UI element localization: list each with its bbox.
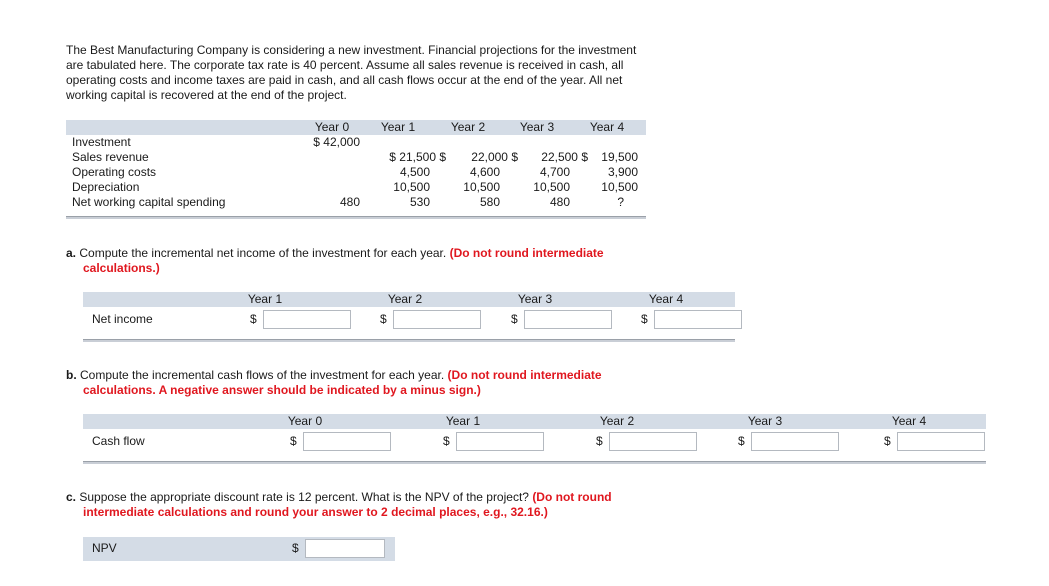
question-text: Compute the incremental cash flows of the investment for each year. — [80, 368, 445, 382]
question-text: Suppose the appropriate discount rate is 12 percent. What is the NPV of the project? — [79, 490, 529, 504]
table-bottom-rule — [66, 216, 646, 219]
proj-cell: 10,500 — [533, 180, 570, 194]
net-income-year2-input[interactable] — [393, 310, 481, 329]
ni-header-year4: Year 4 — [648, 292, 684, 306]
question-c — [66, 490, 706, 520]
cash-flow-year0-input[interactable] — [303, 432, 391, 451]
proj-row-label: Investment — [72, 135, 131, 149]
net-income-label: Net income — [92, 312, 153, 326]
proj-header-year1: Year 1 — [380, 120, 416, 134]
proj-row-label: Net working capital spending — [72, 195, 226, 209]
net-income-year3-input[interactable] — [524, 310, 612, 329]
cash-flow-year2-input[interactable] — [609, 432, 697, 451]
intro-line-1: The Best Manufacturing Company is considering a new investment. Financial projections for the investment — [66, 43, 637, 57]
proj-cell: 580 — [479, 195, 500, 209]
proj-cell: 4,700 — [539, 165, 570, 179]
question-letter: c. — [66, 490, 77, 504]
cf-header-year1: Year 1 — [445, 414, 481, 428]
table-bottom-rule — [83, 339, 735, 342]
dollar-sign: $ — [596, 434, 603, 448]
cf-header-year4: Year 4 — [891, 414, 927, 428]
question-text: Compute the incremental net income of the investment for each year. — [79, 246, 447, 260]
dollar-sign: $ — [511, 312, 518, 326]
cash-flow-year1-input[interactable] — [456, 432, 544, 451]
dollar-sign: $ — [250, 312, 257, 326]
proj-cell: 4,500 — [399, 165, 430, 179]
question-note: (Do not round intermediate — [447, 368, 602, 382]
proj-cell: 22,500 $ — [541, 150, 588, 164]
ni-header-year3: Year 3 — [517, 292, 553, 306]
cash-flow-year3-input[interactable] — [751, 432, 839, 451]
proj-header-year0: Year 0 — [314, 120, 350, 134]
cash-flow-header-band — [83, 414, 986, 429]
proj-cell: 480 — [549, 195, 570, 209]
cash-flow-table — [83, 414, 986, 468]
proj-header-year3: Year 3 — [519, 120, 555, 134]
table-bottom-rule — [83, 461, 986, 464]
proj-row-label: Sales revenue — [72, 150, 149, 164]
proj-header-year4: Year 4 — [589, 120, 625, 134]
proj-header-year2: Year 2 — [450, 120, 486, 134]
proj-row-label: Depreciation — [72, 180, 140, 194]
proj-cell: $ 42,000 — [313, 135, 360, 149]
question-b — [66, 368, 706, 398]
intro-line-3: operating costs and income taxes are paid in cash, and all cash flows occur at the end of the year. All net — [66, 73, 623, 87]
problem-intro — [66, 43, 691, 103]
cash-flow-label: Cash flow — [92, 434, 145, 448]
cash-flow-year4-input[interactable] — [897, 432, 985, 451]
question-note-cont: calculations. A negative answer should be indicated by a minus sign.) — [83, 383, 481, 397]
proj-cell: 22,000 $ — [471, 150, 518, 164]
intro-line-2: are tabulated here. The corporate tax rate is 40 percent. Assume all sales revenue is received in cash, all — [66, 58, 624, 72]
proj-cell: 10,500 — [463, 180, 500, 194]
proj-cell: 4,600 — [469, 165, 500, 179]
proj-cell: $ 21,500 $ — [389, 150, 446, 164]
question-note: (Do not round intermediate — [449, 246, 604, 260]
dollar-sign: $ — [380, 312, 387, 326]
projections-table — [66, 120, 646, 224]
proj-cell: 530 — [409, 195, 430, 209]
cf-header-year3: Year 3 — [747, 414, 783, 428]
cf-header-year0: Year 0 — [287, 414, 323, 428]
net-income-year4-input[interactable] — [654, 310, 742, 329]
proj-cell: 480 — [339, 195, 360, 209]
ni-header-year2: Year 2 — [387, 292, 423, 306]
cf-header-year2: Year 2 — [599, 414, 635, 428]
dollar-sign: $ — [641, 312, 648, 326]
question-note-cont: calculations.) — [83, 261, 160, 275]
question-note: (Do not round — [532, 490, 612, 504]
question-note-cont: intermediate calculations and round your answer to 2 decimal places, e.g., 32.16.) — [83, 505, 548, 519]
net-income-year1-input[interactable] — [263, 310, 351, 329]
ni-header-year1: Year 1 — [247, 292, 283, 306]
question-letter: b. — [66, 368, 77, 382]
dollar-sign: $ — [884, 434, 891, 448]
proj-cell: 10,500 — [601, 180, 638, 194]
proj-cell: 19,500 — [601, 150, 638, 164]
dollar-sign: $ — [292, 541, 299, 555]
proj-row-label: Operating costs — [72, 165, 157, 179]
npv-table — [83, 537, 395, 561]
dollar-sign: $ — [443, 434, 450, 448]
proj-cell: ? — [617, 195, 624, 209]
npv-label: NPV — [92, 541, 117, 555]
question-a — [66, 246, 706, 276]
dollar-sign: $ — [738, 434, 745, 448]
question-letter: a. — [66, 246, 77, 260]
net-income-table — [83, 292, 735, 346]
proj-cell: 10,500 — [393, 180, 430, 194]
proj-cell: 3,900 — [607, 165, 638, 179]
intro-line-4: working capital is recovered at the end of the project. — [66, 88, 347, 102]
npv-input[interactable] — [305, 539, 385, 558]
dollar-sign: $ — [290, 434, 297, 448]
